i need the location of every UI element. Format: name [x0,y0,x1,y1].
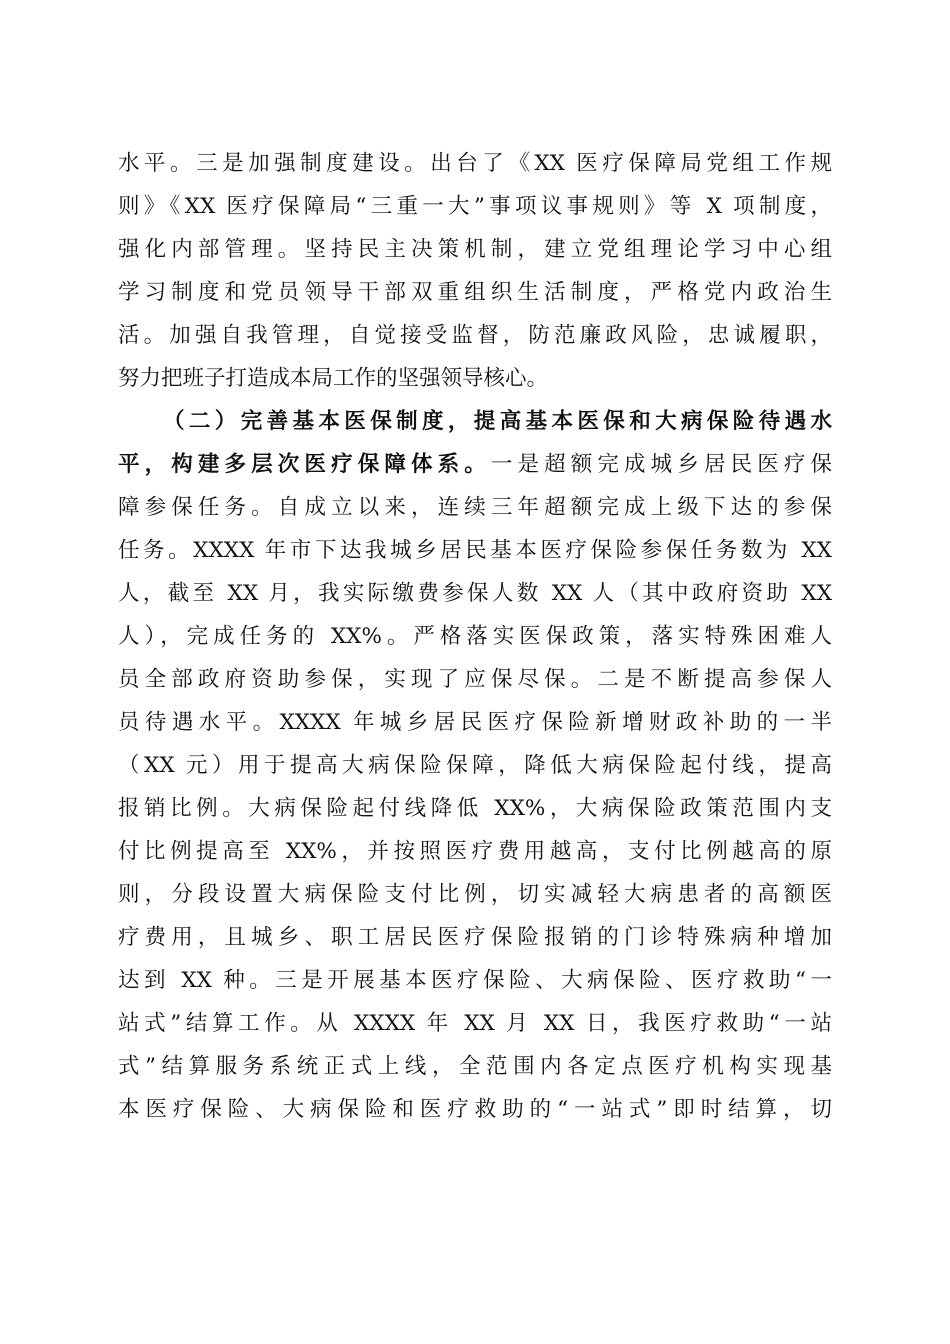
paragraph-line: 则》《XX 医疗保障局“三重一大”事项议事规则》等 X 项制度， [118,194,832,219]
paragraph-line: 学习制度和党员领导干部双重组织生活制度，严格党内政治生 [118,280,832,305]
paragraph-line: 努力把班子打造成本局工作的坚强领导核心。 [118,366,549,391]
paragraph-line: 任务。XXXX 年市下达我城乡居民基本医疗保险参保任务数为 XX [118,538,832,563]
section-text-start: 一是超额完成城乡居民医疗保 [490,452,832,477]
paragraph-line: 则，分段设置大病保险支付比例，切实减轻大病患者的高额医 [118,882,832,907]
paragraph-line: 疗费用，且城乡、职工居民医疗保险报销的门诊特殊病种增加 [118,925,832,950]
paragraph-line: 站式”结算工作。从 XXXX 年 XX 月 XX 日，我医疗救助“一站 [118,1011,832,1036]
paragraph-line: 障参保任务。自成立以来，连续三年超额完成上级下达的参保 [118,495,832,520]
paragraph-line: 强化内部管理。坚持民主决策机制，建立党组理论学习中心组 [118,237,832,262]
paragraph-line: 员全部政府资助参保，实现了应保尽保。二是不断提高参保人 [118,667,832,692]
paragraph-line: 人），完成任务的 XX%。严格落实医保政策，落实特殊困难人 [118,624,832,649]
section-heading-continued [118,443,832,486]
section-heading: （二）完善基本医保制度，提高基本医保和大病保险待遇水 [163,409,832,434]
paragraph-line: 达到 XX 种。三是开展基本医疗保险、大病保险、医疗救助“一 [118,968,832,993]
paragraph-line: 人，截至 XX 月，我实际缴费参保人数 XX 人（其中政府资助 XX [118,581,832,606]
paragraph-line: 员待遇水平。XXXX 年城乡居民医疗保险新增财政补助的一半 [118,710,832,735]
section-heading-end: 平，构建多层次医疗保障体系。 [118,452,491,477]
paragraph-line: 本医疗保险、大病保险和医疗救助的“一站式”即时结算，切 [118,1097,832,1122]
paragraph-line: 活。加强自我管理，自觉接受监督，防范廉政风险，忠诚履职， [118,323,832,348]
paragraph-line: 报销比例。大病保险起付线降低 XX%，大病保险政策范围内支 [118,796,832,821]
paragraph-line: 水平。三是加强制度建设。出台了《XX 医疗保障局党组工作规 [118,151,832,176]
body-text [118,142,832,1131]
paragraph-line: 付比例提高至 XX%，并按照医疗费用越高，支付比例越高的原 [118,839,832,864]
paragraph-line: 式”结算服务系统正式上线，全范围内各定点医疗机构实现基 [118,1054,832,1079]
paragraph-line: （XX 元）用于提高大病保险保障，降低大病保险起付线，提高 [118,753,832,778]
